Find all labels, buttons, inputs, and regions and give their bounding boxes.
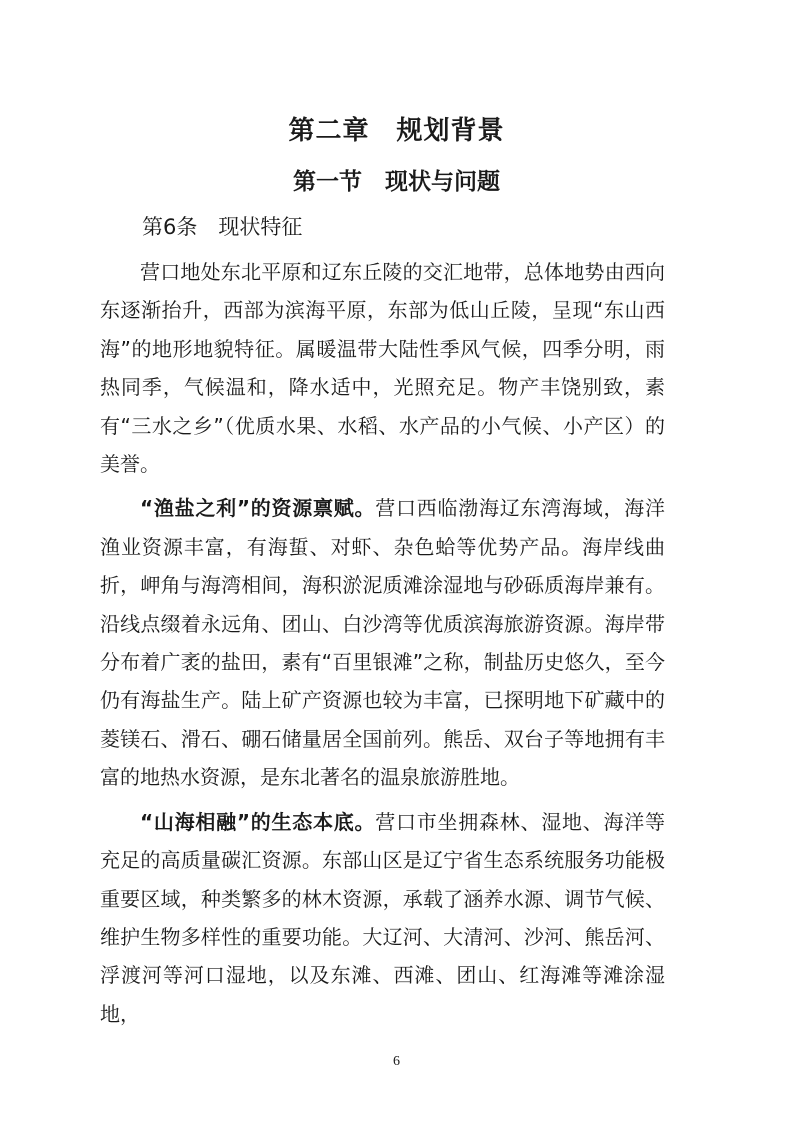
section-title: 第一节 现状与问题 (293, 169, 500, 195)
paragraph-ecology (100, 803, 665, 1033)
paragraph-text: 营口地处东北平原和辽东丘陵的交汇地带，总体地势由西向东逐渐抬升，西部为滨海平原，东部为低山丘陵，呈现“东山西海”的地形地貌特征。属暖温带大陆性季风气候，四季分明，雨热同季，气候温和，降水适中，光照充足。物产丰饶别致，素有“三水之乡”（优质水果、水稻、水产品的小气候、小产区）的美誉。 (100, 260, 665, 477)
body-text (100, 253, 665, 1039)
paragraph-lead: “山海相融”的生态本底。 (140, 809, 376, 834)
paragraph-resources (100, 489, 665, 796)
paragraph-lead: “渔盐之利”的资源禀赋。 (140, 496, 376, 521)
paragraph-text: 营口市坐拥森林、湿地、海洋等充足的高质量碳汇资源。东部山区是辽宁省生态系统服务功能极重要区域，种类繁多的林木资源，承载了涵养水源、调节气候、维护生物多样性的重要功能。大辽河、大清河、沙河、熊岳河、浮渡河等河口湿地，以及东滩、西滩、团山、红海滩等滩涂湿地， (100, 809, 666, 1026)
paragraph-text: 营口西临渤海辽东湾海域，海洋渔业资源丰富，有海蜇、对虾、杂色蛤等优势产品。海岸线曲折，岬角与海湾相间，海积淤泥质滩涂湿地与砂砾质海岸兼有。沿线点缀着永远角、团山、白沙湾等优质滨海旅游资源。海岸带分布着广袤的盐田，素有“百里银滩”之称，制盐历史悠久，至今仍有海盐生产。陆上矿产资源也较为丰富，已探明地下矿藏中的菱镁石、滑石、硼石储量居全国前列。熊岳、双台子等地拥有丰富的地热水资源，是东北著名的温泉旅游胜地。 (100, 496, 666, 790)
article-title: 第6条 现状特征 (142, 215, 303, 239)
page-number: 6 (393, 1054, 400, 1069)
chapter-title: 第二章 规划背景 (288, 116, 505, 146)
paragraph-overview (100, 253, 665, 483)
